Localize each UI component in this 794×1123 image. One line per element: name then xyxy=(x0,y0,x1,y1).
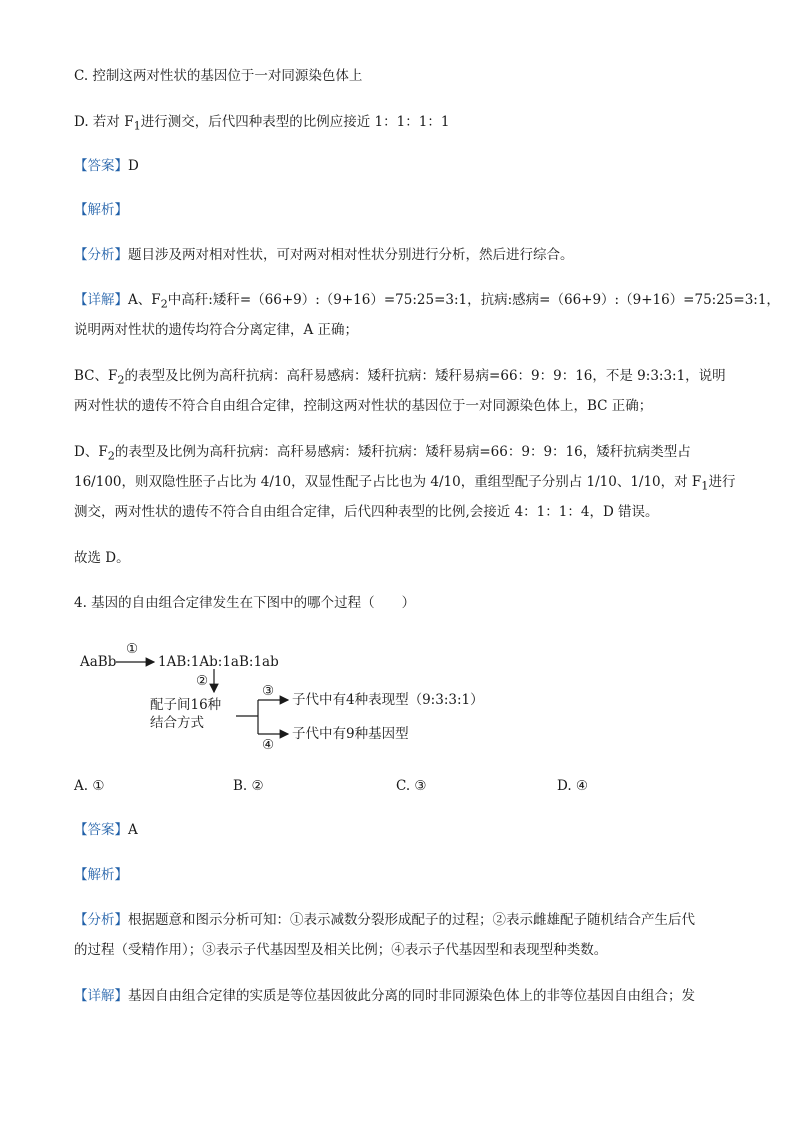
analysis-1: 【分析】题目涉及两对相对性状，可对两对相对性状分别进行分析，然后进行综合。 xyxy=(74,247,574,263)
process-diagram xyxy=(80,640,540,760)
genotype-aabb: AaBb xyxy=(80,654,117,670)
detail-d-line-1: D、$F_2$的表型及比例为高秆抗病：高秆易感病：矮秆抗病：矮秆易病=66：9：9：16，矮秆抗病类型占 xyxy=(74,444,691,463)
step-1-label: ① xyxy=(126,641,139,657)
choice-a[interactable]: A. ① xyxy=(74,778,105,794)
detail-bc-line-2: 两对性状的遗传不符合自由组合定律，控制这两对性状的基因位于一对同源染色体上，BC 正确； xyxy=(74,398,653,414)
question-4: 4. 基因的自由组合定律发生在下图中的哪个过程（ ） xyxy=(74,595,416,611)
genotype-result: 子代中有9种基因型 xyxy=(292,726,409,742)
detail-1-line-2: 说明两对性状的遗传均符合分离定律，A 正确； xyxy=(74,322,359,338)
conclusion: 故选 D。 xyxy=(74,550,130,566)
analysis-heading-2: 【解析】 xyxy=(74,867,128,883)
step-4-label: ④ xyxy=(262,737,275,753)
option-d: D. 若对 $F_1$进行测交，后代四种表型的比例应接近 1：1：1：1 xyxy=(74,114,450,133)
choice-c[interactable]: C. ③ xyxy=(396,778,427,794)
combination-line-2: 结合方式 xyxy=(150,715,204,731)
detail-bc-line-1: BC、$F_2$的表型及比例为高秆抗病：高秆易感病：矮秆抗病：矮秆易病=66：9：9：16，不是 9:3:3:1，说明 xyxy=(74,368,726,387)
choice-b[interactable]: B. ② xyxy=(233,778,264,794)
analysis-2-line-2: 的过程（受精作用）；③表示子代基因型及相关比例；④表示子代基因型和表现型种类数。 xyxy=(74,942,608,958)
answer-tag: 【答案】 xyxy=(74,158,128,174)
detail-d-line-3: 测交，两对性状的遗传不符合自由组合定律，后代四种表型的比例,会接近 4：1：1：4，D 错误。 xyxy=(74,504,659,520)
answer-1: 【答案】D xyxy=(74,158,139,174)
analysis-heading-1: 【解析】 xyxy=(74,202,128,218)
detail-1-line-1: 【详解】A、$F_2$中高秆:矮秆=（66+9）:（9+16）=75:25=3:1，抗病:感病=（66+9）:（9+16）=75:25=3:1， xyxy=(74,292,780,311)
answer-2: 【答案】A xyxy=(74,822,138,838)
combination-line-1: 配子间16种 xyxy=(150,697,222,713)
choice-d[interactable]: D. ④ xyxy=(557,778,589,794)
analysis-2-line-1: 【分析】根据题意和图示分析可知：①表示减数分裂形成配子的过程；②表示雌雄配子随机结合产生后代 xyxy=(74,912,695,928)
gametes-ratio: 1AB:1Ab:1aB:1ab xyxy=(158,654,279,670)
step-3-label: ③ xyxy=(262,683,275,699)
option-c: C. 控制这两对性状的基因位于一对同源染色体上 xyxy=(74,68,363,84)
detail-2: 【详解】基因自由组合定律的实质是等位基因彼此分离的同时非同源染色体上的非等位基因自由组合；发 xyxy=(74,988,695,1004)
detail-d-line-2: 16/100，则双隐性胚子占比为 4/10，双显性配子占比也为 4/10，重组型配子分别占 1/10、1/10，对 $F_1$进行 xyxy=(74,474,736,493)
step-2-label: ② xyxy=(196,673,209,689)
phenotype-result: 子代中有4种表现型（9:3:3:1） xyxy=(292,692,484,708)
